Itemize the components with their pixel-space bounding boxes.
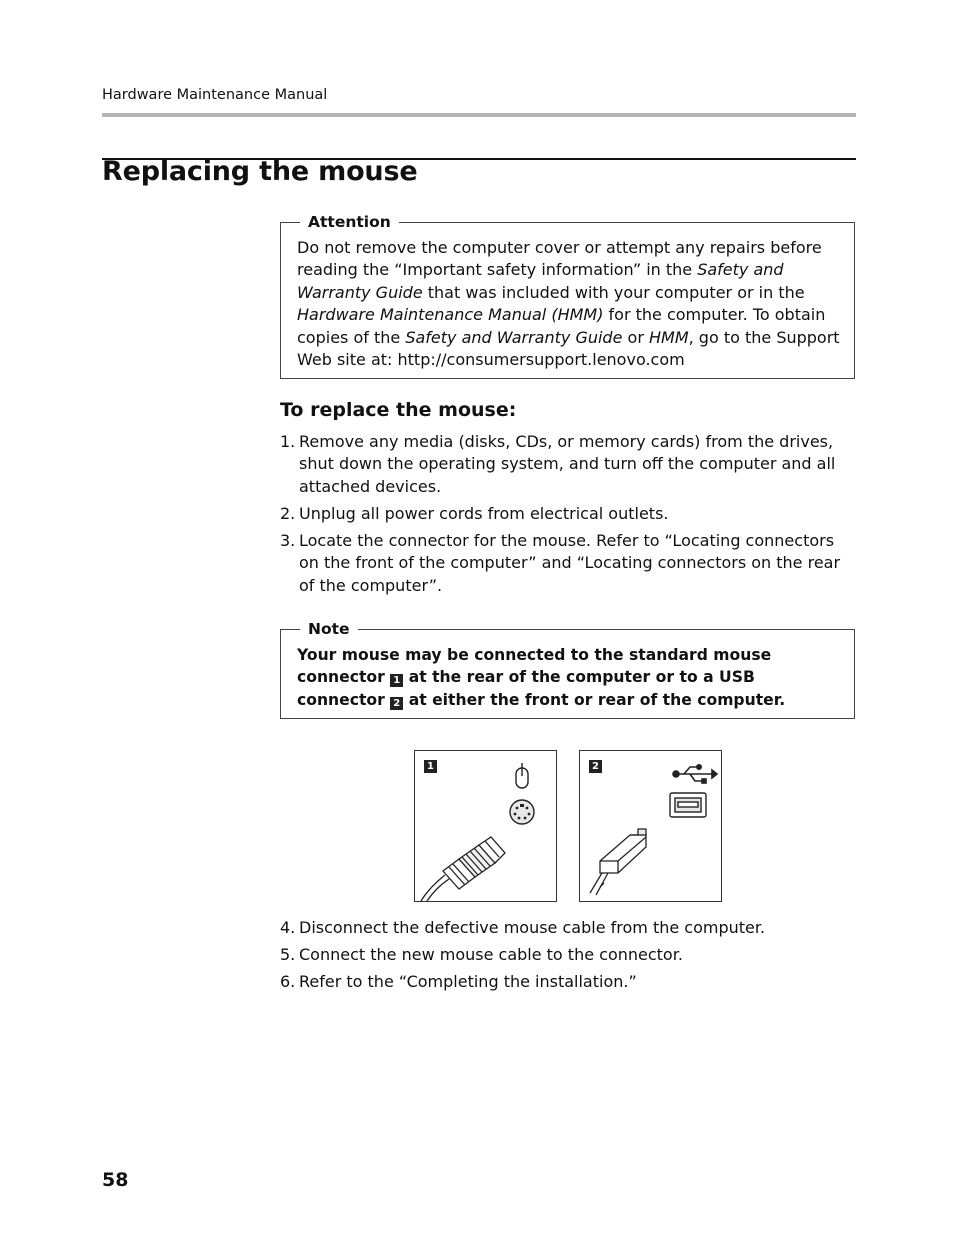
step-item: 5. Connect the new mouse cable to the connector. xyxy=(280,945,683,964)
figure-mouse-connector xyxy=(414,750,557,902)
attention-label: Attention xyxy=(300,212,399,232)
ps2-port-icon xyxy=(510,800,534,824)
figure-usb-connector xyxy=(579,750,722,902)
page-number: 58 xyxy=(102,1169,129,1191)
note-text: Your mouse may be connected to the standard mouse connector 1 at the rear of the computer or to a USB connector 2 at either the front or rear of the computer. xyxy=(297,646,786,709)
procedure-heading: To replace the mouse: xyxy=(280,399,517,421)
step-item: 3. Locate the connector for the mouse. Refer to “Locating connectors on the front of the computer” and “Locating connectors on the rear of the computer”. xyxy=(280,530,841,595)
usb-plug xyxy=(600,829,646,873)
step-item: 6. Refer to the “Completing the installation.” xyxy=(280,972,637,991)
page-title: Replacing the mouse xyxy=(102,156,418,187)
ps2-plug xyxy=(443,837,505,889)
step-item: 2. Unplug all power cords from electrical outlets. xyxy=(280,503,669,523)
ps2-cable xyxy=(421,875,449,901)
figure-callout-1: 1 xyxy=(424,760,437,773)
callout-1-badge: 1 xyxy=(390,674,403,687)
attention-box xyxy=(280,213,855,379)
callout-2-badge: 2 xyxy=(390,697,403,710)
usb-cable xyxy=(590,873,608,895)
note-box xyxy=(280,620,855,719)
usb-icon xyxy=(673,765,717,783)
step-item: 1. Remove any media (disks, CDs, or memory cards) from the drives, shut down the operating system, and turn off the computer and all attached devices. xyxy=(280,432,836,496)
figure-callout-2: 2 xyxy=(589,760,602,773)
ps2-mouse-connector-illustration xyxy=(415,751,556,901)
step-item: 4. Disconnect the defective mouse cable from the computer. xyxy=(280,918,766,937)
header-rule xyxy=(102,113,856,117)
steps-list-before xyxy=(280,431,858,602)
usb-connector-illustration xyxy=(580,751,721,901)
running-header: Hardware Maintenance Manual xyxy=(102,87,328,103)
usb-port-icon xyxy=(670,793,706,817)
steps-list-after xyxy=(280,917,858,998)
attention-text: Do not remove the computer cover or attempt any repairs before reading the “Important safety information” in the Safety and Warranty Guide that was included with your computer or in the Hardware Maintenance Manual (HMM) for the computer. To obtain copies of the Safety and Warranty Guide or HMM, go to the Support Web site at: http://consumersupport.lenovo.com xyxy=(297,238,840,370)
mouse-icon xyxy=(516,763,528,788)
note-label: Note xyxy=(300,619,358,639)
